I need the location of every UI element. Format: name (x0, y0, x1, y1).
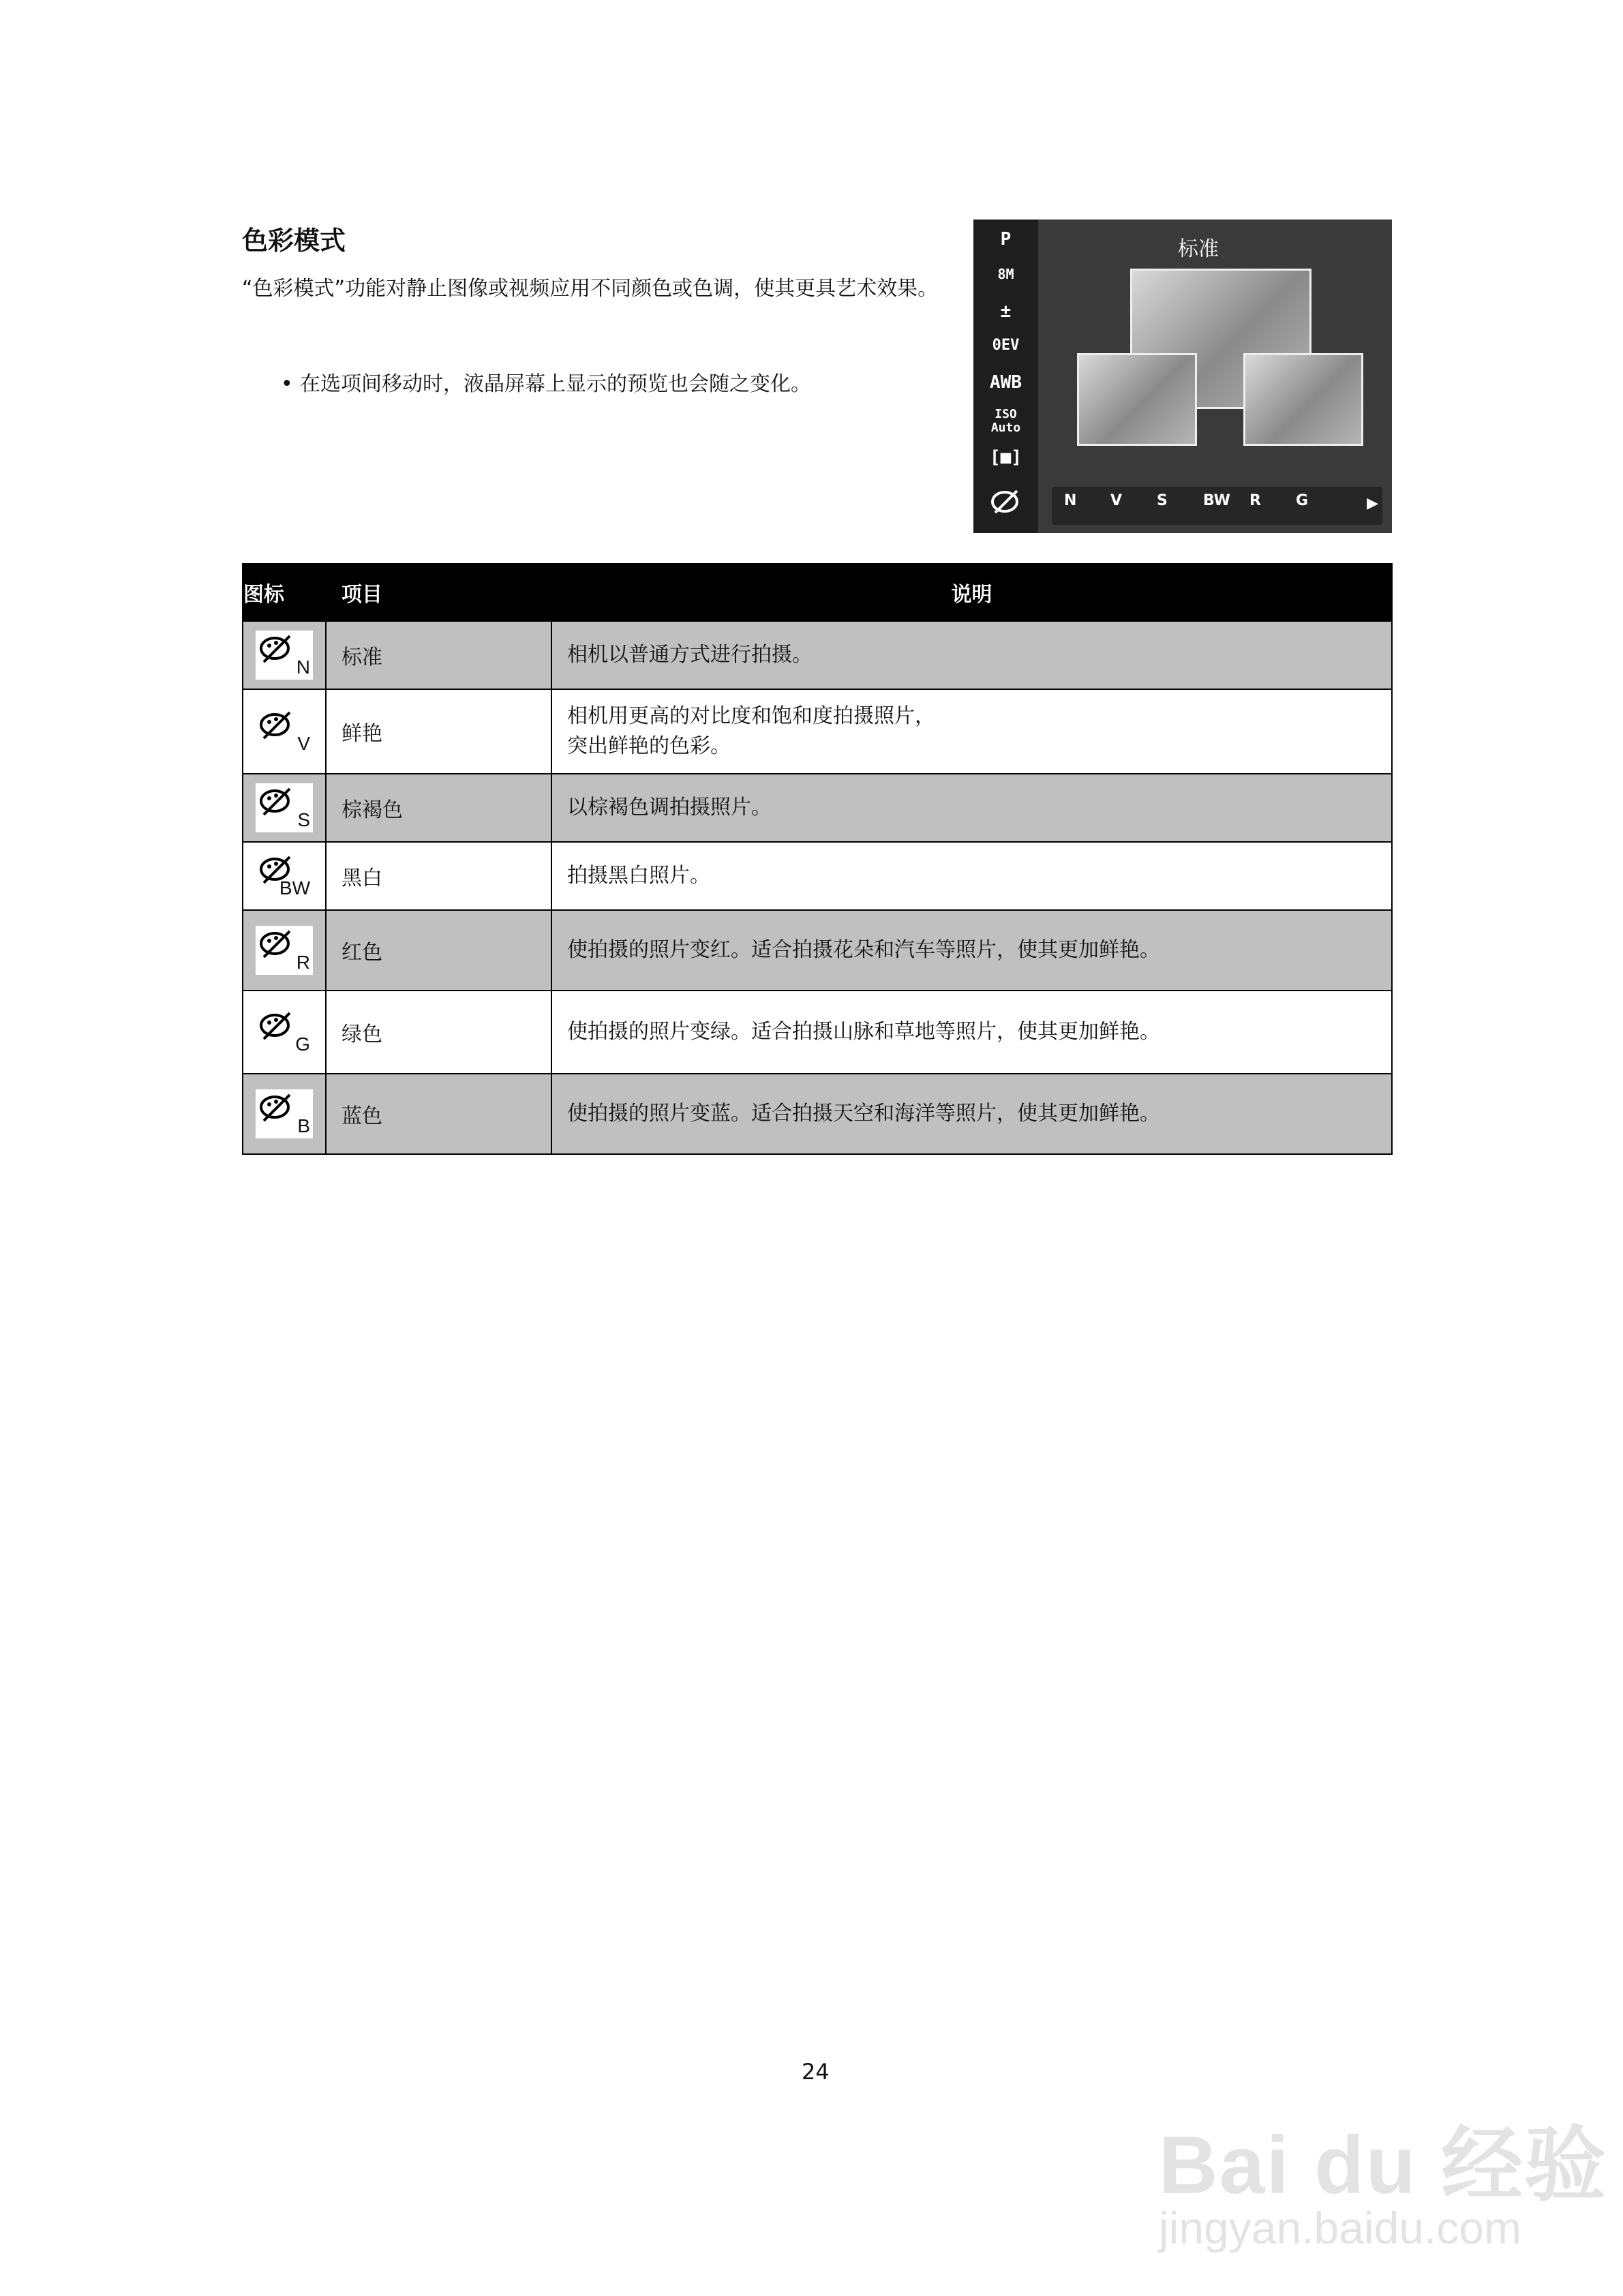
bullet-dot-icon: • (281, 372, 293, 396)
color-mode-bar (1052, 487, 1382, 525)
camera-side-menu (973, 220, 1038, 533)
icon-letter: G (295, 1033, 310, 1055)
description-line: 相机用更高的对比度和饱和度拍摄照片， (567, 704, 935, 728)
icon-cell (243, 842, 326, 910)
icon-letter: BW (279, 877, 310, 898)
bar-bw-icon: BW (1203, 492, 1230, 509)
icon-cell (243, 689, 326, 774)
table-row (243, 689, 1392, 774)
color-mode-icon (979, 487, 1033, 522)
description-cell (551, 689, 1392, 774)
program-mode-icon: P (1000, 229, 1012, 250)
item-cell: 棕褐色 (326, 774, 551, 842)
baidu-watermark-logo: Bai du 经验 (1159, 2119, 1608, 2211)
color-mode-icon (256, 783, 313, 832)
bar-red-icon: R (1249, 492, 1261, 509)
description-line: 使拍摄的照片变蓝。适合拍摄天空和海洋等照片，使其更加鲜艳。 (567, 1102, 1160, 1126)
iso-icon: ISO Auto (990, 407, 1021, 435)
color-mode-icon (256, 707, 313, 756)
table-row (243, 842, 1392, 910)
header-icon: 图标 (243, 564, 326, 621)
baidu-watermark-url: jingyan.baidu.com (1159, 2203, 1521, 2253)
resolution-icon: 8M (997, 266, 1014, 282)
icon-letter: S (297, 809, 310, 830)
item-cell: 标准 (326, 621, 551, 689)
description-cell (551, 621, 1392, 689)
arrow-right-icon: ▶ (1367, 495, 1378, 512)
color-mode-icon (256, 1089, 313, 1138)
icon-cell (243, 621, 326, 689)
color-mode-table (242, 563, 1393, 1155)
camera-screen-image (973, 220, 1392, 533)
bullet-text: 在选项间移动时，液晶屏幕上显示的预览也会随之变化。 (300, 372, 811, 396)
description-cell (551, 991, 1392, 1074)
description-line: 拍摄黑白照片。 (567, 864, 710, 888)
description-line: 使拍摄的照片变绿。适合拍摄山脉和草地等照片，使其更加鲜艳。 (567, 1020, 1160, 1044)
description-line: 使拍摄的照片变红。适合拍摄花朵和汽车等照片，使其更加鲜艳。 (567, 938, 1160, 962)
table-row (243, 1074, 1392, 1154)
preview-photo-right (1243, 353, 1363, 446)
icon-letter: V (297, 733, 310, 754)
description-cell (551, 842, 1392, 910)
camera-mode-label: 标准 (1178, 237, 1219, 261)
header-description: 说明 (551, 564, 1392, 621)
preview-photo-left (1077, 353, 1197, 446)
table-row (243, 910, 1392, 991)
item-cell: 绿色 (326, 991, 551, 1074)
bullet-item (281, 368, 811, 401)
bar-vivid-icon: V (1110, 492, 1123, 509)
table-row (243, 774, 1392, 842)
table-row (243, 621, 1392, 689)
item-cell: 红色 (326, 910, 551, 991)
bar-sepia-icon: S (1157, 492, 1168, 509)
section-title: 色彩模式 (242, 226, 346, 256)
color-mode-icon (256, 631, 313, 680)
icon-letter: B (297, 1115, 310, 1136)
quality-icon: ± (1000, 301, 1012, 322)
color-mode-icon (256, 1008, 313, 1057)
intro-paragraph: “色彩模式”功能对静止图像或视频应用不同颜色或色调，使其更具艺术效果。 (242, 277, 939, 301)
table-header-row (243, 564, 1392, 621)
bar-green-icon: G (1296, 492, 1309, 509)
color-mode-icon (256, 851, 313, 901)
description-cell (551, 910, 1392, 991)
description-cell (551, 1074, 1392, 1154)
description-line: 突出鲜艳的色彩。 (567, 734, 731, 758)
item-cell: 蓝色 (326, 1074, 551, 1154)
description-line: 以棕褐色调拍摄照片。 (567, 796, 772, 819)
icon-cell (243, 991, 326, 1074)
bar-normal-icon: N (1064, 492, 1077, 509)
metering-icon: [■] (990, 447, 1022, 468)
item-cell: 黑白 (326, 842, 551, 910)
icon-cell (243, 910, 326, 991)
icon-cell (243, 1074, 326, 1154)
description-line: 相机以普通方式进行拍摄。 (567, 643, 813, 667)
page-number: 24 (802, 2059, 830, 2085)
white-balance-icon: AWB (990, 372, 1022, 393)
description-cell (551, 774, 1392, 842)
item-cell: 鲜艳 (326, 689, 551, 774)
icon-cell (243, 774, 326, 842)
icon-letter: R (296, 952, 310, 973)
color-mode-icon (256, 926, 313, 975)
header-item: 项目 (326, 564, 551, 621)
table-row (243, 991, 1392, 1074)
icon-letter: N (296, 656, 310, 678)
exposure-icon: 0EV (992, 337, 1020, 354)
